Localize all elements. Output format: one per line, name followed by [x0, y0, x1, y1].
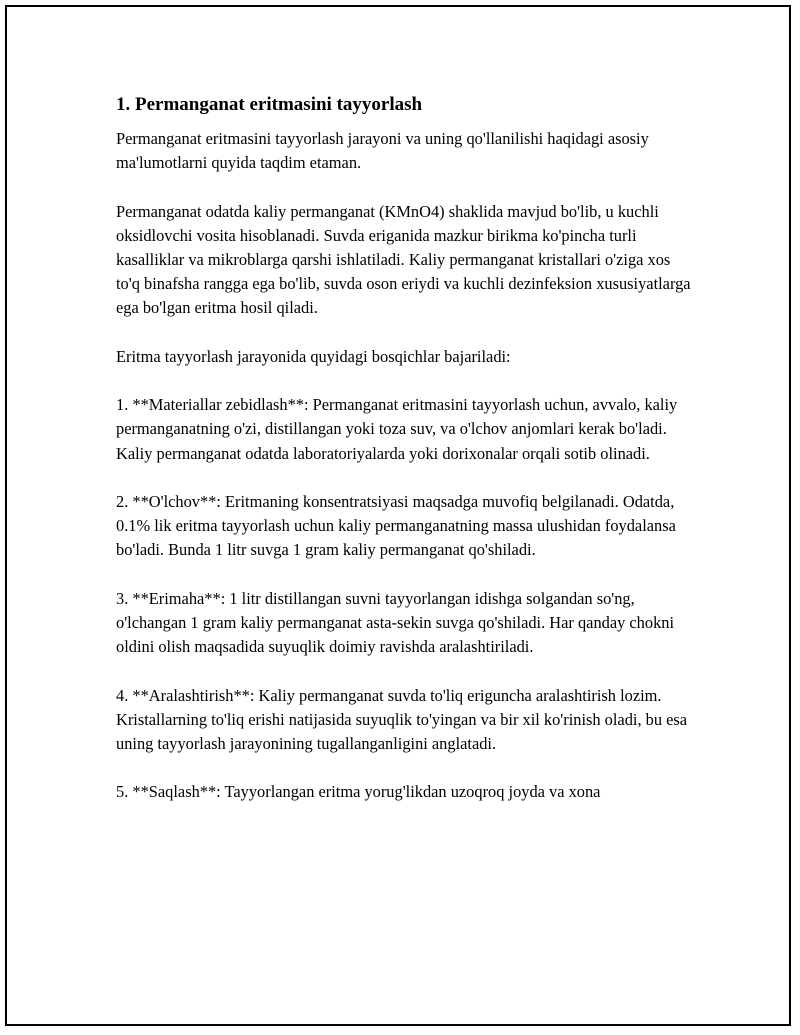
description-paragraph: Permanganat odatda kaliy permanganat (KMnO4) shaklida mavjud bo'lib, u kuchli oksidlovchi vosita hisoblanadi. Suvda eriganida mazkur birikma ko'pincha turli kasalliklar va mikroblarga qarshi ishlatiladi. Kaliy permanganat kristallari o'ziga xos to'q binafsha rangga ega bo'lib, suvda oson eriydi va kuchli dezinfeksion xususiyatlarga ega bo'lgan eritma hosil qiladi.	[116, 201, 691, 318]
step-2-paragraph: 2. **O'lchov**: Eritmaning konsentratsiyasi maqsadga muvofiq belgilanadi. Odatda, 0.1% lik eritma tayyorlash uchun kaliy permanganatning massa ulushidan foydalansa bo'ladi. Bunda 1 litr suvga 1 gram kaliy permanganat qo'shiladi.	[116, 491, 676, 560]
step-5-paragraph: 5. **Saqlash**: Tayyorlangan eritma yorug'likdan uzoqroq joyda va xona	[116, 782, 601, 802]
intro-paragraph: Permanganat eritmasini tayyorlash jarayoni va uning qo'llanilishi haqidagi asosiy ma'lumotlarni quyida taqdim etaman.	[116, 129, 649, 173]
step-1-paragraph: 1. **Materiallar zebidlash**: Permanganat eritmasini tayyorlash uchun, avvalo, kaliy permanganatning o'zi, distillangan yoki toza suv, va o'lchov anjomlari kerak bo'ladi. Kaliy permanganat odatda laboratoriyalarda yoki dorixonalar orqali sotib olinadi.	[116, 395, 678, 463]
steps-intro-paragraph: Eritma tayyorlash jarayonida quyidagi bosqichlar bajariladi:	[116, 346, 511, 366]
step-4-paragraph: 4. **Aralashtirish**: Kaliy permanganat suvda to'liq eriguncha aralashtirish lozim. Kristallarning to'liq erishi natijasida suyuqlik to'yingan va bir xil ko'rinish oladi, bu esa uning tayyorlash jarayonining tugallanganligini anglatadi.	[116, 685, 688, 753]
document-body	[116, 92, 698, 805]
step-3-paragraph: 3. **Erimaha**: 1 litr distillangan suvni tayyorlangan idishga solgandan so'ng, o'lchangan 1 gram kaliy permanganat asta-sekin suvga qo'shiladi. Har qanday chokni oldini olish maqsadida suyuqlik doimiy ravishda aralashtiriladi.	[116, 588, 675, 657]
section-heading: 1. Permanganat eritmasini tayyorlash	[116, 94, 423, 115]
